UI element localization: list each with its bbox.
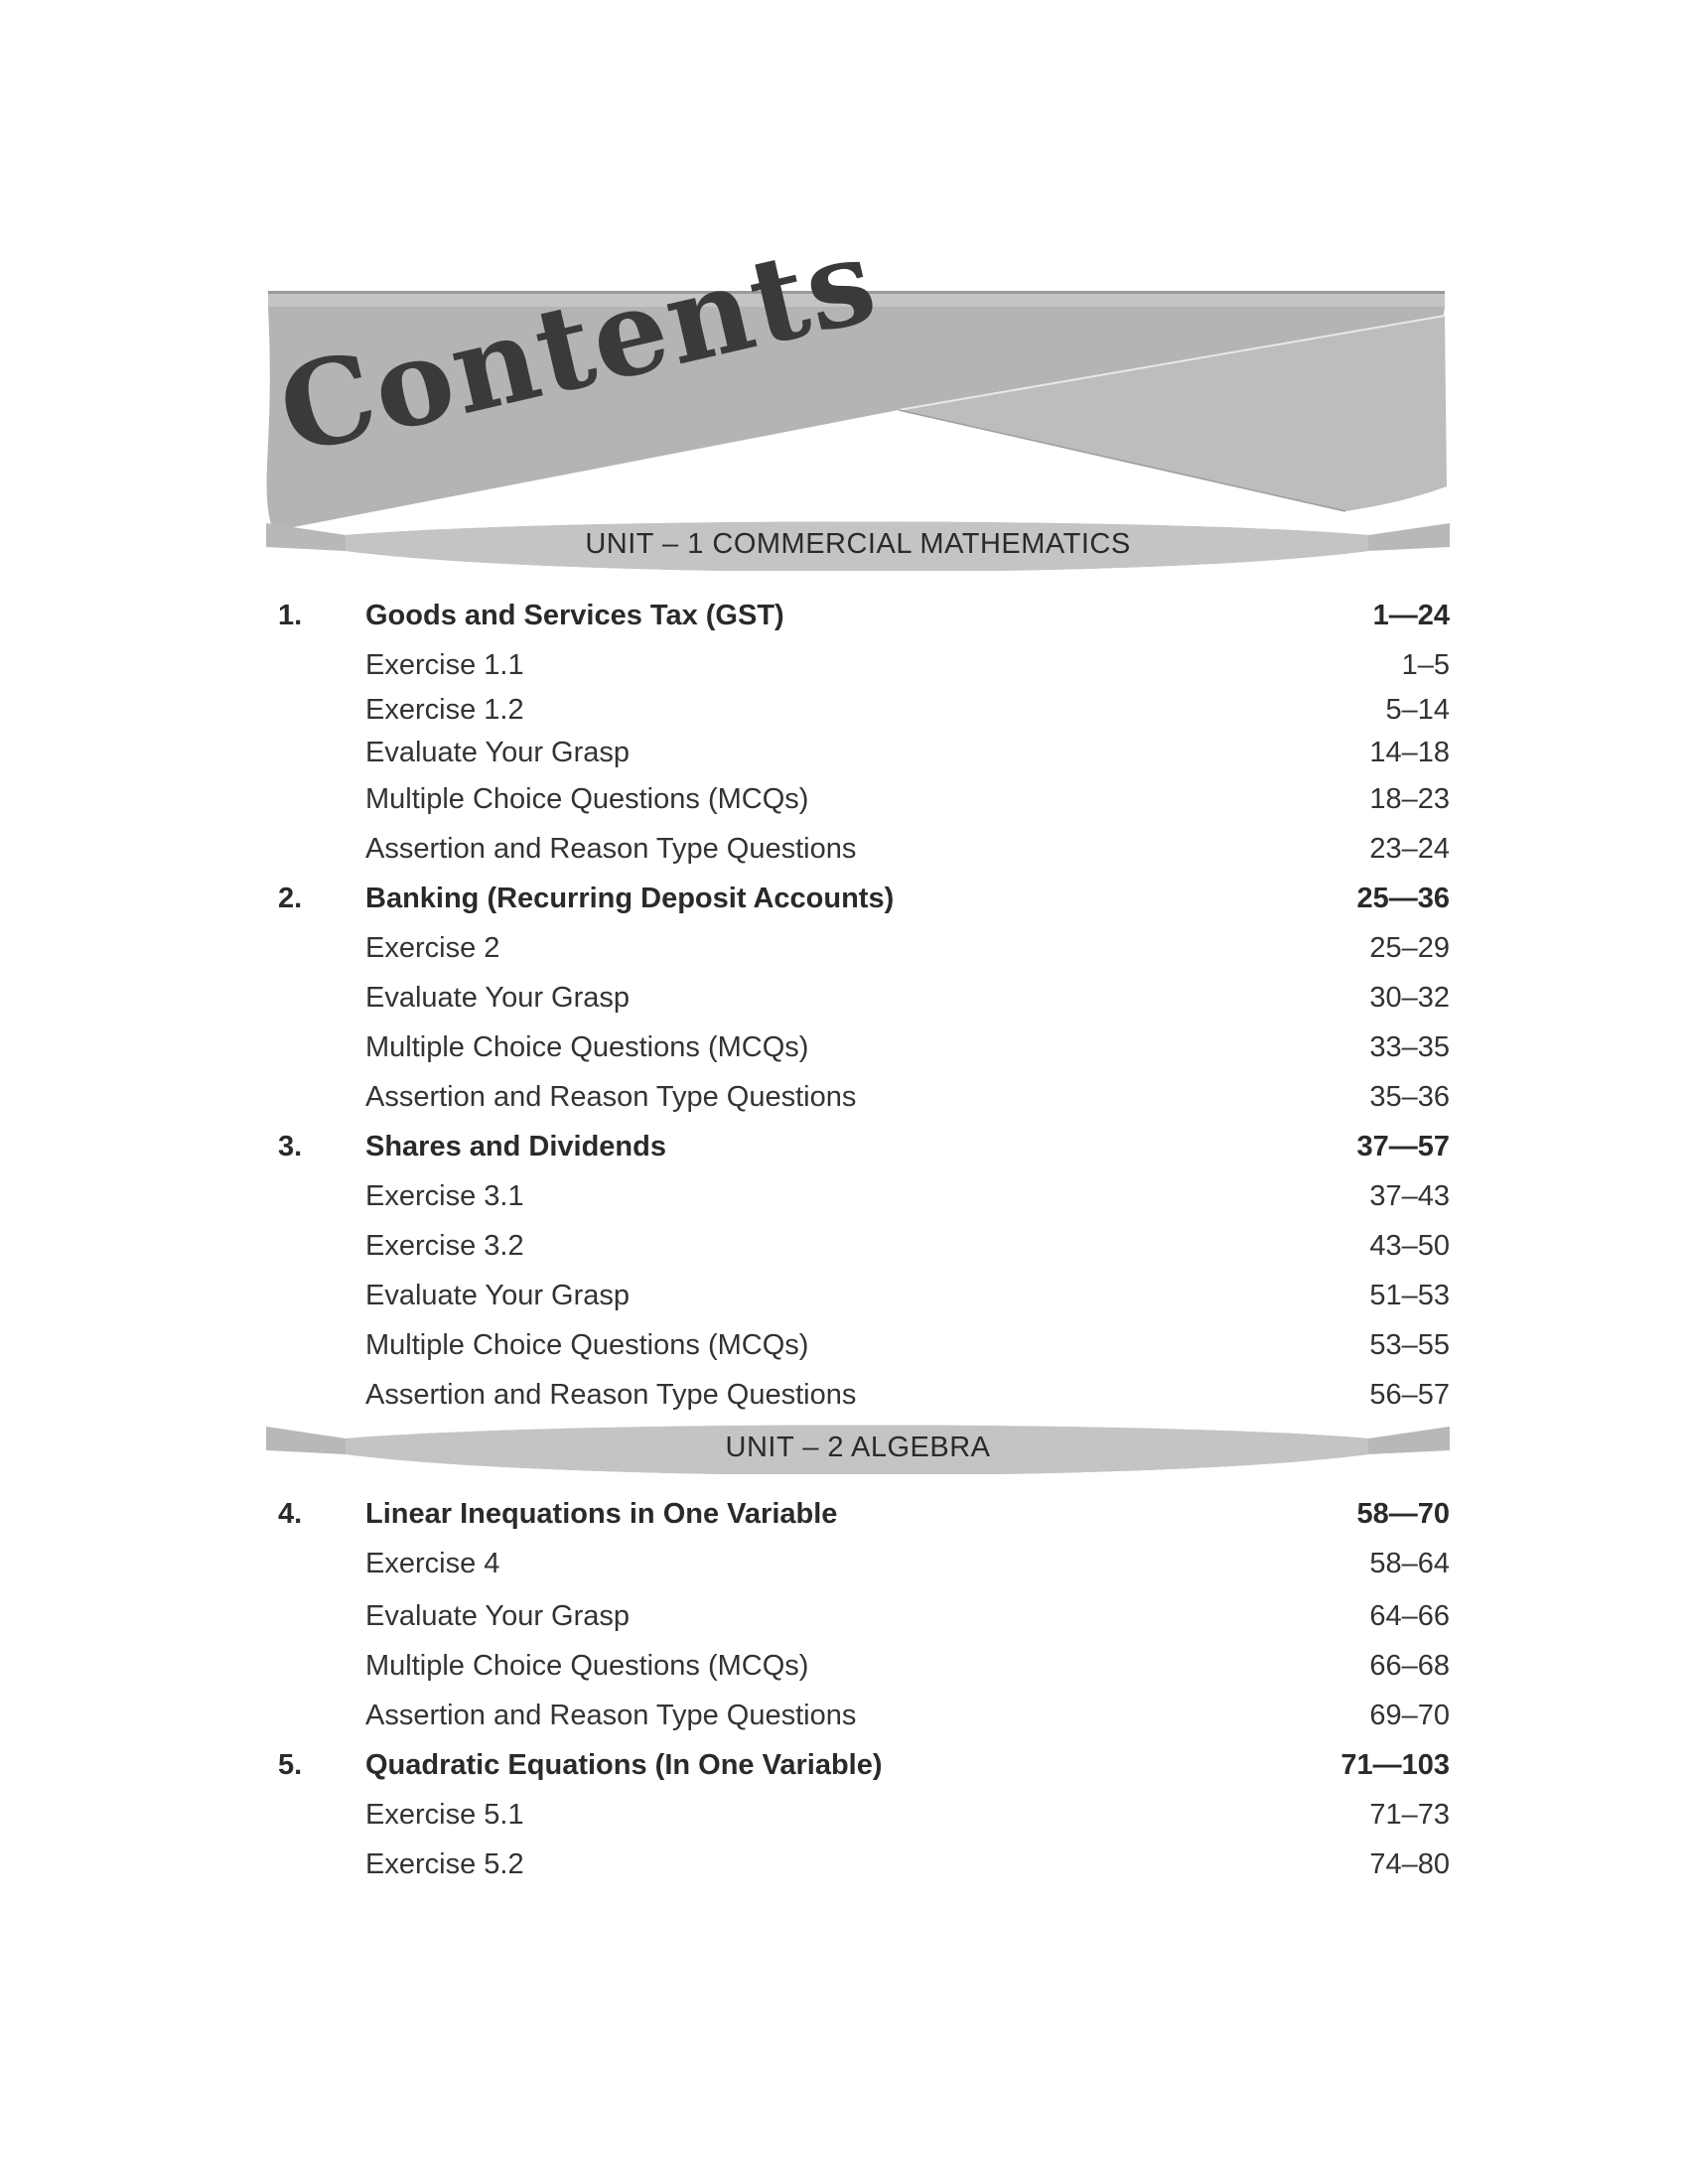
chapter-title: Shares and Dividends	[365, 1131, 666, 1162]
item-pages: 35–36	[1369, 1081, 1450, 1113]
toc-item-row[interactable]	[278, 1077, 1450, 1117]
item-title: Evaluate Your Grasp	[365, 1280, 631, 1311]
item-pages: 71–73	[1369, 1799, 1450, 1831]
chapter-row[interactable]	[278, 1745, 1450, 1785]
unit-ribbon-1	[266, 521, 1450, 571]
item-pages: 5–14	[1385, 694, 1450, 726]
chapter-pages: 58—70	[1356, 1498, 1450, 1530]
chapter-title: Banking (Recurring Deposit Accounts)	[365, 883, 895, 914]
unit-1-label: UNIT – 1 COMMERCIAL MATHEMATICS	[585, 528, 1131, 560]
item-title: Multiple Choice Questions (MCQs)	[365, 1031, 809, 1063]
item-title: Exercise 1.2	[365, 694, 524, 726]
toc-item-row[interactable]	[278, 1375, 1450, 1415]
chapter-number: 3.	[278, 1131, 303, 1162]
item-title: Exercise 4	[365, 1548, 500, 1579]
item-title: Exercise 5.2	[365, 1848, 524, 1880]
item-title: Assertion and Reason Type Questions	[365, 1379, 857, 1411]
item-pages: 30–32	[1369, 982, 1450, 1014]
item-pages: 53–55	[1369, 1329, 1450, 1361]
chapter-row[interactable]	[278, 1127, 1450, 1166]
item-title: Exercise 2	[365, 932, 500, 964]
item-pages: 25–29	[1369, 932, 1450, 964]
item-pages: 18–23	[1369, 783, 1450, 815]
item-pages: 37–43	[1369, 1180, 1450, 1212]
item-title: Assertion and Reason Type Questions	[365, 1700, 857, 1731]
item-title: Exercise 3.2	[365, 1230, 524, 1262]
toc-item-row[interactable]	[278, 1325, 1450, 1365]
toc-item-row[interactable]	[278, 928, 1450, 968]
toc-item-row[interactable]	[278, 1646, 1450, 1686]
chapter-number: 2.	[278, 883, 303, 914]
chapter-row[interactable]	[278, 879, 1450, 918]
item-title: Exercise 5.1	[365, 1799, 524, 1831]
item-pages: 51–53	[1369, 1280, 1450, 1311]
toc-item-row[interactable]	[278, 829, 1450, 869]
unit-2-label: UNIT – 2 ALGEBRA	[725, 1432, 991, 1463]
item-title: Assertion and Reason Type Questions	[365, 833, 857, 865]
chapter-number: 4.	[278, 1498, 303, 1530]
item-pages: 69–70	[1369, 1700, 1450, 1731]
chapter-number: 5.	[278, 1749, 303, 1781]
item-pages: 64–66	[1369, 1600, 1450, 1632]
chapter-pages: 1—24	[1372, 600, 1450, 631]
toc-item-row[interactable]	[278, 1276, 1450, 1315]
item-pages: 23–24	[1369, 833, 1450, 865]
toc-item-row[interactable]	[278, 779, 1450, 819]
item-title: Exercise 1.1	[365, 649, 524, 681]
unit-ribbon-2	[266, 1425, 1450, 1474]
toc-item-row[interactable]	[278, 1226, 1450, 1266]
chapter-title: Linear Inequations in One Variable	[365, 1498, 838, 1530]
toc-item-row[interactable]	[278, 1844, 1450, 1884]
chapter-pages: 25—36	[1356, 883, 1450, 914]
toc-item-row[interactable]	[278, 1795, 1450, 1835]
toc-item-row[interactable]	[278, 1544, 1450, 1583]
item-pages: 43–50	[1369, 1230, 1450, 1262]
toc-item-row[interactable]	[278, 978, 1450, 1018]
toc-item-row[interactable]	[278, 733, 1450, 772]
toc-item-row[interactable]	[278, 645, 1450, 685]
toc-item-row[interactable]	[278, 690, 1450, 730]
chapter-pages: 71—103	[1340, 1749, 1450, 1781]
item-title: Exercise 3.1	[365, 1180, 524, 1212]
item-title: Multiple Choice Questions (MCQs)	[365, 1329, 809, 1361]
item-pages: 56–57	[1369, 1379, 1450, 1411]
toc-item-row[interactable]	[278, 1696, 1450, 1735]
item-title: Assertion and Reason Type Questions	[365, 1081, 857, 1113]
item-pages: 33–35	[1369, 1031, 1450, 1063]
item-title: Evaluate Your Grasp	[365, 982, 631, 1014]
item-title: Multiple Choice Questions (MCQs)	[365, 1650, 809, 1682]
chapter-pages: 37—57	[1356, 1131, 1450, 1162]
item-title: Evaluate Your Grasp	[365, 1600, 631, 1632]
item-pages: 74–80	[1369, 1848, 1450, 1880]
chapter-title: Quadratic Equations (In One Variable)	[365, 1749, 883, 1781]
chapter-row[interactable]	[278, 596, 1450, 635]
item-title: Multiple Choice Questions (MCQs)	[365, 783, 809, 815]
chapter-number: 1.	[278, 600, 303, 631]
chapter-title: Goods and Services Tax (GST)	[365, 600, 784, 631]
item-pages: 14–18	[1369, 737, 1450, 768]
chapter-row[interactable]	[278, 1494, 1450, 1534]
toc-item-row[interactable]	[278, 1596, 1450, 1636]
toc-item-row[interactable]	[278, 1027, 1450, 1067]
toc-item-row[interactable]	[278, 1176, 1450, 1216]
item-pages: 58–64	[1369, 1548, 1450, 1579]
item-pages: 1–5	[1401, 649, 1450, 681]
item-title: Evaluate Your Grasp	[365, 737, 631, 768]
page-title: Contents	[266, 209, 890, 480]
item-pages: 66–68	[1369, 1650, 1450, 1682]
